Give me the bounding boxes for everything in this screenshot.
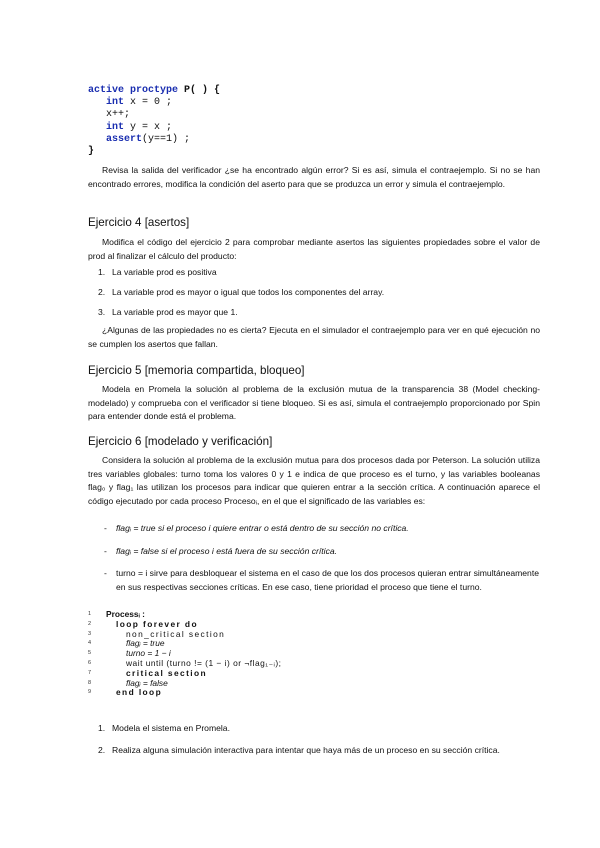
list-item: 2. Realiza alguna simulación interactiva para intentar que haya más de un proceso en su sección crítica. (98, 744, 500, 755)
document-page: active proctype P( ) { int x = 0 ; x++; int y = x ; assert(y==1) ; } Revisa la salida del verificador ¿se ha encontrado algún error? Si es así, simula el contraejemplo. Si no se han encontrado errores, modifica la condición del aserto para que se produzca un error y simula el contraejemplo. Ejercicio 4 [asertos] Modifica el código del ejercicio 2 para comprobar mediante asertos las siguientes propiedades sobre el valor de prod al finalizar el cálculo del producto: 1. La variable prod es positiva 2. La variable prod es mayor o igual que todos los componentes del array. 3. La variable prod es mayor que 1. ¿Algunas de las propiedades no es cierta? Ejecuta en el simulador el contraejemplo para ver en qué ejecución no se cumplen los asertos que fallan. Ejercicio 5 [memoria compartida, bloqueo] Modela en Promela la solución al problema de la exclusión mutua de la transparencia 38 (Model checking-modelado) y comprueba con el verificador si tiene bloqueo. Si es así, simula el contraejemplo proporcionado por Spin para entender donde está el problema. Ejercicio 6 [modelado y verificación] Considera la solución al problema de la exclusión mutua para dos procesos dada por Peterson. La solución utiliza tres variables globales: turno toma los valores 0 y 1 e indica de que proceso es el turno, y las variables booleanas flag₀ y flag₁ las utilizan los procesos para indicar que quieren entrar a la sección crítica. A continuación aparece el código ejecutado por cada proceso Procesoᵢ, en el que el significado de las variables es: - flagᵢ = true si el proceso i quiere entrar o está dentro de su sección no crítica. - flagᵢ = false si el proceso i está fuera de su sección crítica. - turno = i sirve para desbloquear el sistema en el caso de que los dos procesos quieran entrar simultáneamente en sus respectivas secciones críticas. En ese caso, tiene prioridad el proceso que tiene el turno. 1 Processᵢ : 2 loop forever do 3 non_critical section 4 flagᵢ = true 5 turno = 1 − i 6 wait until (turno != (1 − i) or ¬flag₁₋ᵢ); 7 critical section 8 flagᵢ = false 9 end loop 1. Modela el sistema en Promela. 2. Realiza alguna simulación interactiva para intentar que haya más de un proceso en su sección crítica. (0, 0, 600, 848)
ej4-list (88, 266, 540, 320)
ej6-title: Ejercicio 6 [modelado y verificación] (88, 435, 273, 448)
ej4-intro: Modifica el código del ejercicio 2 para comprobar mediante asertos las siguientes propiedades sobre el valor de prod al finalizar el cálculo del producto: (88, 237, 540, 261)
ej5-text: Modela en Promela la solución al problema de la exclusión mutua de la transparencia 38 (Model checking-modelado) y comprueba con el verificador si tiene bloqueo. Si es así, simula el contraejemplo proporcionado por Spin para entender donde está el problema. (88, 384, 540, 422)
code-block (88, 85, 220, 158)
ej6-task-list (88, 722, 540, 757)
list-item: - flagᵢ = true si el proceso i quiere entrar o está dentro de su sección no crítica. (104, 523, 409, 533)
code-line-4: int y = x ; (106, 121, 173, 133)
ej4-outro: ¿Algunas de las propiedades no es cierta? Ejecuta en el simulador el contraejemplo para ver en qué ejecución no se cumplen los asertos que fallan. (88, 325, 540, 349)
ej5-title: Ejercicio 5 [memoria compartida, bloqueo] (88, 364, 305, 377)
ej6-variable-list (104, 522, 540, 594)
code-line-6: } (88, 145, 95, 157)
code-line-3: x++; (106, 109, 131, 121)
list-item: - flagᵢ = false si el proceso i está fuera de su sección crítica. (104, 545, 338, 556)
ej6-intro: Considera la solución al problema de la exclusión mutua para dos procesos dada por Peterson. La solución utiliza tres variables globales: turno toma los valores 0 y 1 e indica de que proceso es el turno, y las variables booleanas flag₀ y flag₁ las utilizan los procesos para indicar que quieren entrar a la sección crítica. A continuación aparece el código ejecutado por cada proceso Procesoᵢ, en el que el significado de las variables es: (88, 455, 540, 506)
list-item: 3. La variable prod es mayor que 1. (98, 307, 238, 318)
code-line-2: int x = 0 ; (106, 97, 173, 109)
code-line-1: active proctype P( ) { (88, 85, 221, 96)
ej4-title: Ejercicio 4 [asertos] (88, 216, 190, 229)
list-item: 1. Modela el sistema en Promela. (98, 723, 230, 733)
code-line-5: assert(y==1) ; (106, 133, 191, 145)
list-item: - turno = i sirve para desbloquear el sistema en el caso de que los dos procesos quieran entrar simultáneamente en sus respectivas secciones críticas. En ese caso, tiene prioridad el proceso que tiene el turno. (104, 568, 540, 592)
list-item: 2. La variable prod es mayor o igual que todos los componentes del array. (98, 287, 385, 298)
list-item: 1. La variable prod es positiva (98, 267, 217, 277)
intro-paragraph: Revisa la salida del verificador ¿se ha encontrado algún error? Si es así, simula el contraejemplo. Si no se han encontrado errores, modifica la condición del aserto para que se produzca un error y simula el contraejemplo. (88, 165, 540, 189)
